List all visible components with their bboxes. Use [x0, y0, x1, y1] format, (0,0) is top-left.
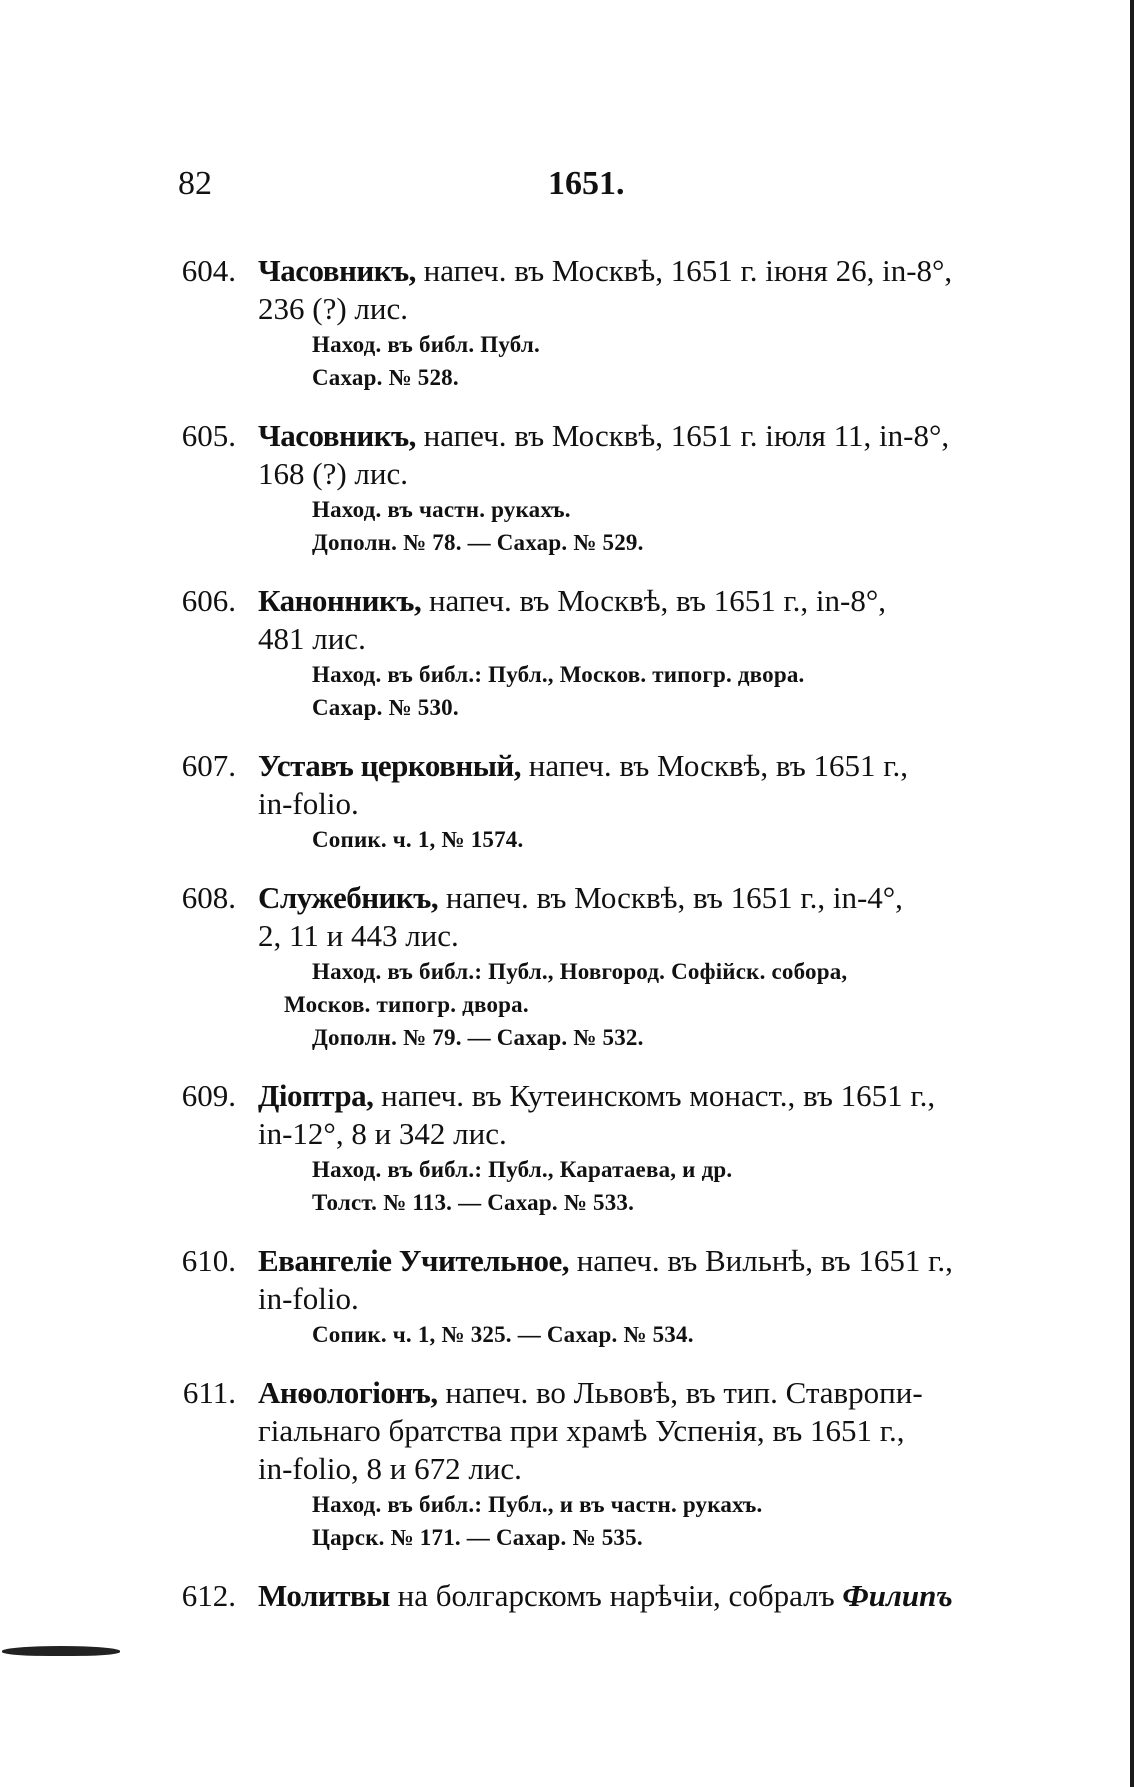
entry-text: in-folio, 8 и 672 лис. — [258, 1451, 522, 1486]
entry-title: Евангеліе Учительное, — [258, 1243, 569, 1278]
entry-607 — [0, 747, 1140, 856]
entry-title: Молитвы — [258, 1578, 390, 1613]
entry-text: 481 лис. — [258, 621, 366, 656]
page-number: 82 — [178, 165, 212, 202]
entry-610 — [0, 1242, 1140, 1351]
entry-number: 607. — [181, 748, 236, 783]
entry-number: 606. — [181, 583, 236, 618]
entry-text: 2, 11 и 443 лис. — [258, 918, 459, 953]
entry-text: напеч. въ Москвѣ, 1651 г. іюня 26, in-8°, — [423, 253, 953, 288]
entry-611 — [0, 1374, 1140, 1554]
entry-reference: Сахар. № 528. — [312, 365, 459, 390]
entry-reference: Наход. въ библ. Публ. — [312, 332, 540, 357]
entry-reference: Царск. № 171. — Сахар. № 535. — [312, 1525, 643, 1550]
entry-reference: Сопик. ч. 1, № 325. — Сахар. № 534. — [312, 1322, 694, 1347]
entry-605 — [0, 417, 1140, 559]
entry-text: напеч. въ Москвѣ, въ 1651 г., — [528, 748, 909, 783]
entry-text: 168 (?) лис. — [258, 456, 408, 491]
entry-text: in-folio. — [258, 786, 359, 821]
entry-title: Уставъ церковный, — [258, 748, 522, 783]
entry-reference: Наход. въ библ.: Публ., и въ частн. рукахъ. — [312, 1492, 763, 1517]
entry-text: напеч. въ Москвѣ, въ 1651 г., in-8°, — [428, 583, 887, 618]
entry-title: Служебникъ, — [258, 880, 439, 915]
entry-reference: Сахар. № 530. — [312, 695, 459, 720]
entry-reference: Дополн. № 79. — Сахар. № 532. — [312, 1025, 644, 1050]
entry-text: in-folio. — [258, 1281, 359, 1316]
binding-edge-line — [1130, 0, 1134, 1787]
entry-reference: Наход. въ библ.: Публ., Москов. типогр. двора. — [312, 662, 805, 687]
entry-text: на болгарскомъ нарѣчіи, собралъ — [397, 1578, 835, 1613]
ink-smudge — [2, 1646, 120, 1656]
entry-609 — [0, 1077, 1140, 1219]
entry-number: 608. — [181, 880, 236, 915]
entry-reference: Москов. типогр. двора. — [284, 992, 529, 1017]
entry-number: 605. — [181, 418, 236, 453]
entry-text: гіальнаго братства при храмѣ Успенія, въ 1651 г., — [258, 1413, 905, 1448]
entry-604 — [0, 252, 1140, 394]
entry-number: 612. — [181, 1578, 236, 1613]
entry-text: напеч. во Львовѣ, въ тип. Ставропи- — [445, 1375, 923, 1410]
entry-number: 611. — [182, 1375, 236, 1410]
entry-author: Филипъ — [842, 1578, 953, 1613]
bibliography-list — [0, 252, 1140, 1638]
entry-text: напеч. въ Кутеинскомъ монаст., въ 1651 г., — [381, 1078, 936, 1113]
running-header-year: 1651. — [548, 165, 625, 202]
entry-title: Часовникъ, — [258, 418, 416, 453]
entry-reference: Сопик. ч. 1, № 1574. — [312, 827, 524, 852]
entry-text: напеч. въ Москвѣ, въ 1651 г., in-4°, — [445, 880, 903, 915]
entry-reference: Наход. въ библ.: Публ., Новгород. Софійск. собора, — [312, 959, 848, 984]
entry-reference: Толст. № 113. — Сахар. № 533. — [312, 1190, 635, 1215]
entry-reference: Наход. въ частн. рукахъ. — [312, 497, 571, 522]
entry-612 — [0, 1577, 1140, 1615]
entry-number: 604. — [181, 253, 236, 288]
entry-text: напеч. въ Вильнѣ, въ 1651 г., — [576, 1243, 953, 1278]
entry-text: 236 (?) лис. — [258, 291, 408, 326]
entry-608 — [0, 879, 1140, 1054]
entry-title: Анѳологіонъ, — [258, 1375, 438, 1410]
entry-number: 609. — [181, 1078, 236, 1113]
entry-title: Часовникъ, — [258, 253, 416, 288]
entry-text: in-12°, 8 и 342 лис. — [258, 1116, 507, 1151]
entry-reference: Дополн. № 78. — Сахар. № 529. — [312, 530, 644, 555]
entry-title: Діоптра, — [258, 1078, 374, 1113]
entry-number: 610. — [181, 1243, 236, 1278]
entry-606 — [0, 582, 1140, 724]
entry-text: напеч. въ Москвѣ, 1651 г. іюля 11, in-8°, — [423, 418, 950, 453]
entry-reference: Наход. въ библ.: Публ., Каратаева, и др. — [312, 1157, 733, 1182]
entry-title: Канонникъ, — [258, 583, 422, 618]
